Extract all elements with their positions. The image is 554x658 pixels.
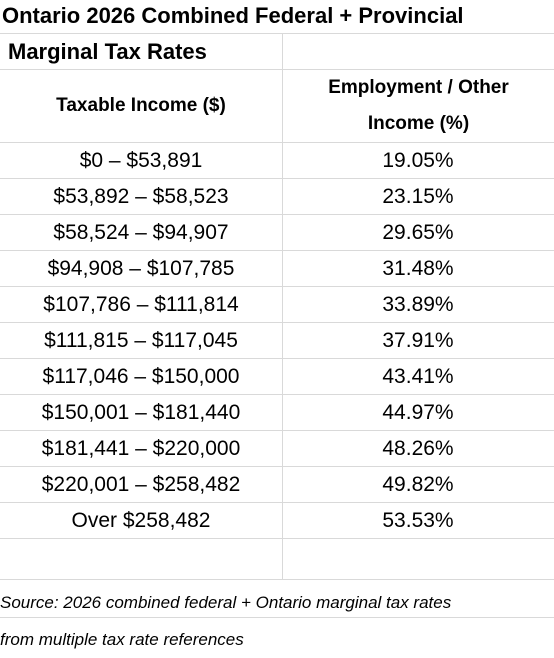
taxable-income-header: Taxable Income ($) (56, 95, 226, 116)
source-line-2: from multiple tax rate references (0, 630, 244, 649)
table-row (0, 251, 554, 287)
table-row (0, 179, 554, 215)
tax-rate-cell: 23.15% (382, 185, 454, 208)
tax-rate-cell: 44.97% (382, 401, 454, 424)
table-row (0, 395, 554, 431)
tax-rate-cell: 48.26% (382, 437, 454, 460)
table-subtitle: Marginal Tax Rates (8, 39, 207, 64)
tax-rate-cell: 31.48% (382, 257, 454, 280)
table-row (0, 323, 554, 359)
tax-rate-cell: 19.05% (382, 149, 454, 172)
table-row (0, 143, 554, 179)
source-line-1: Source: 2026 combined federal + Ontario marginal tax rates (0, 593, 452, 612)
table-row (0, 215, 554, 251)
table-row (0, 287, 554, 323)
rate-header-line2: Income (%) (367, 113, 470, 134)
tax-rate-cell: 53.53% (382, 509, 454, 532)
income-bracket-cell: $58,524 – $94,907 (53, 221, 229, 244)
tax-rate-cell: 49.82% (382, 473, 454, 496)
income-bracket-cell: $107,786 – $111,814 (43, 293, 239, 316)
tax-rate-cell: 37.91% (382, 329, 454, 352)
source-note (0, 584, 451, 658)
rate-header-line1: Employment / Other (328, 77, 509, 98)
income-bracket-cell: $181,441 – $220,000 (41, 437, 241, 460)
tax-rate-cell: 43.41% (382, 365, 454, 388)
tax-rate-cell: 33.89% (382, 293, 454, 316)
income-bracket-cell: $0 – $53,891 (79, 149, 203, 172)
table-row (0, 503, 554, 539)
income-bracket-cell: $117,046 – $150,000 (42, 365, 240, 388)
income-bracket-cell: $220,001 – $258,482 (41, 473, 241, 496)
table-row (0, 467, 554, 503)
income-bracket-cell: $111,815 – $117,045 (44, 329, 238, 352)
income-bracket-cell: $94,908 – $107,785 (47, 257, 235, 280)
table-row (0, 359, 554, 395)
income-bracket-cell: Over $258,482 (71, 509, 211, 532)
table-title: Ontario 2026 Combined Federal + Provincial (2, 3, 464, 28)
income-bracket-cell: $150,001 – $181,440 (41, 401, 241, 424)
gridline (0, 579, 554, 580)
table-row (0, 431, 554, 467)
tax-rate-cell: 29.65% (382, 221, 454, 244)
rate-header (283, 70, 554, 142)
income-bracket-cell: $53,892 – $58,523 (53, 185, 229, 208)
